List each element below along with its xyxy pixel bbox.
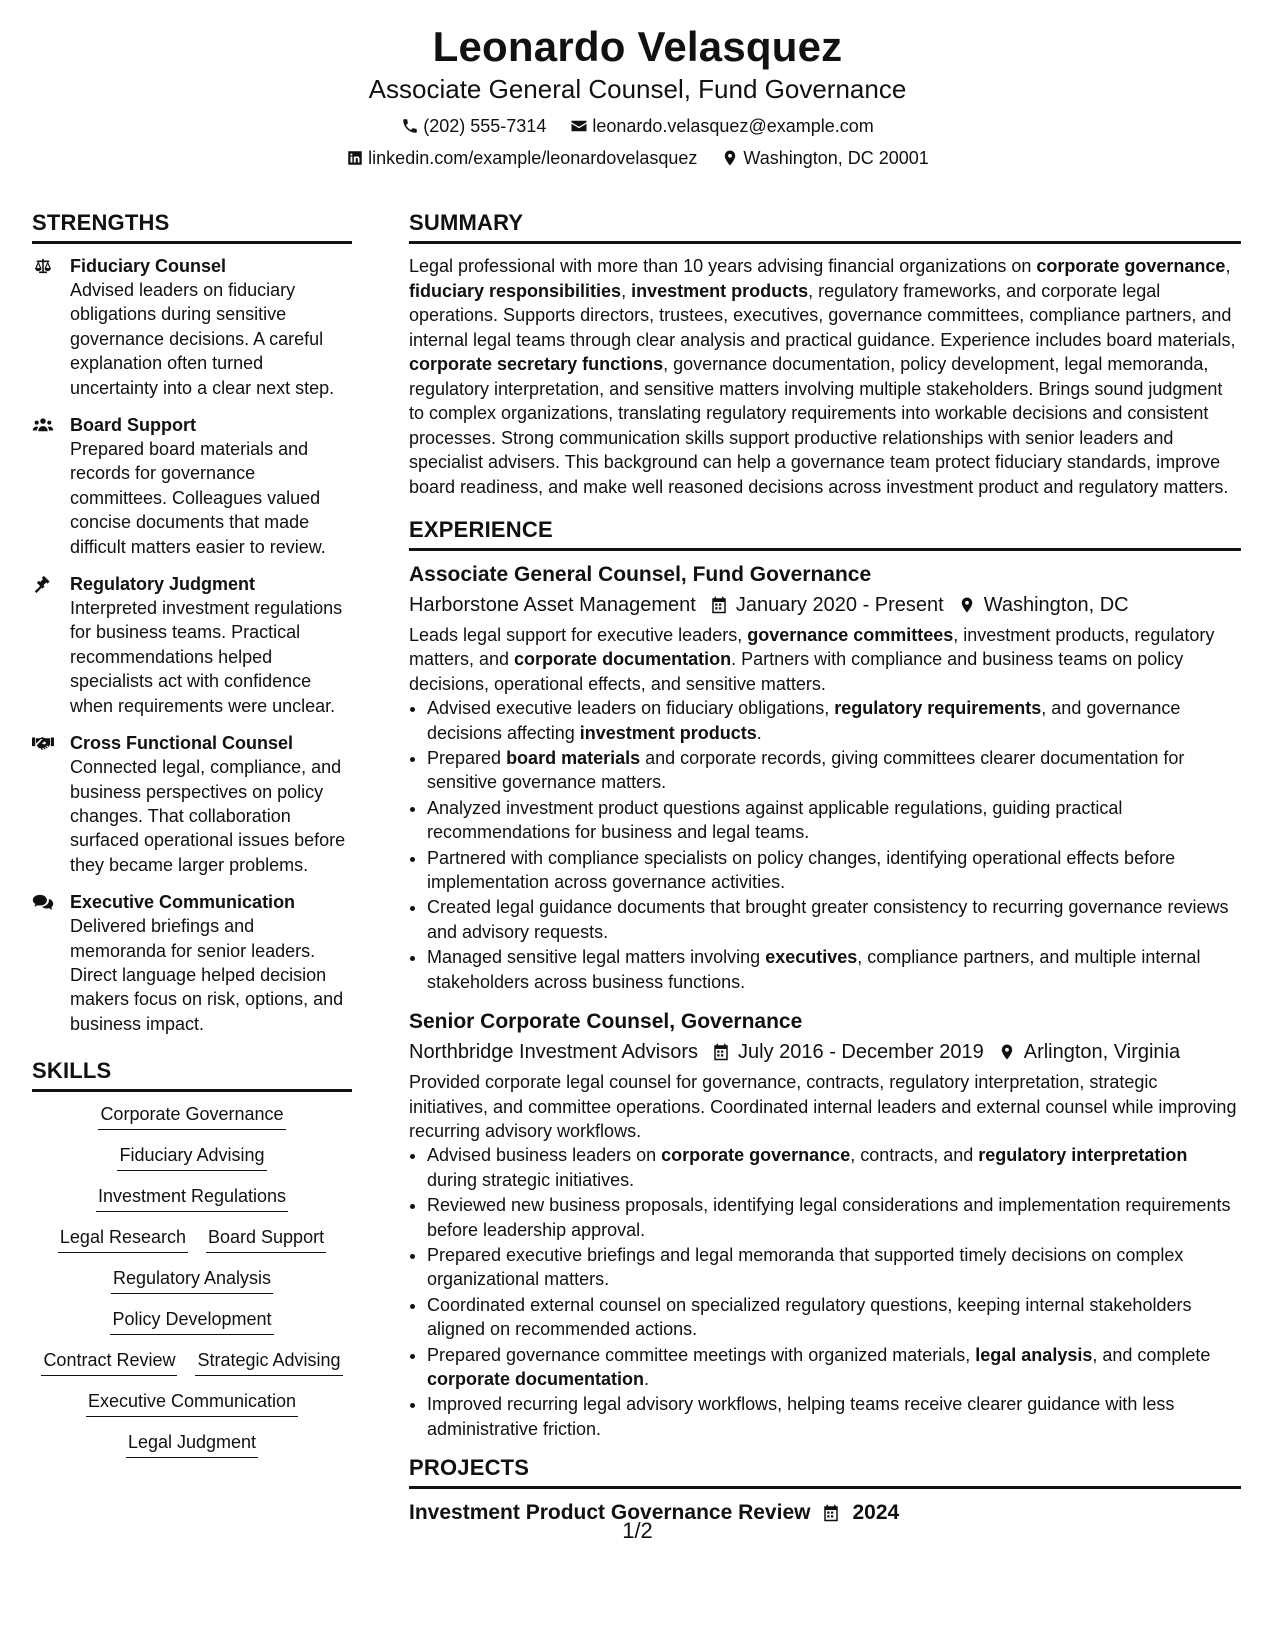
bullet-item: • Prepared executive briefings and legal memoranda that supported timely decisions on complex organizational matters. xyxy=(427,1243,1241,1292)
job-entry xyxy=(409,561,1241,994)
phone-icon xyxy=(401,117,419,135)
project-year: 2024 xyxy=(852,1501,900,1525)
email-text: leonardo.velasquez@example.com xyxy=(592,116,874,136)
handshake-icon xyxy=(32,734,54,752)
summary-heading: SUMMARY xyxy=(409,210,1241,244)
left-column xyxy=(32,210,352,1471)
job-dates: July 2016 - December 2019 xyxy=(738,1041,984,1064)
candidate-title: Associate General Counsel, Fund Governance xyxy=(368,74,907,104)
strength-desc: Connected legal, compliance, and business perspectives on policy changes. That collaboration surfaced operational issues before they became larger problems. xyxy=(70,757,346,875)
job-title: Senior Corporate Counsel, Governance xyxy=(409,1010,803,1034)
linkedin-text: linkedin.com/example/leonardovelasquez xyxy=(368,148,698,168)
gavel-icon xyxy=(32,575,54,593)
skill-tag: Strategic Advising xyxy=(195,1348,342,1376)
envelope-icon xyxy=(570,117,588,135)
job-location: Arlington, Virginia xyxy=(1023,1041,1181,1064)
strength-desc: Prepared board materials and records for governance committees. Colleagues valued concise documents that made difficult matters easier to review. xyxy=(70,439,326,557)
strength-desc: Delivered briefings and memoranda for senior leaders. Direct language helped decision makers focus on risk, options, and business impact. xyxy=(70,916,344,1034)
email-contact[interactable] xyxy=(570,114,873,138)
strength-item xyxy=(32,254,352,400)
skill-tag: Legal Judgment xyxy=(126,1430,258,1458)
strength-desc: Advised leaders on fiduciary obligations during sensitive governance decisions. A careful explanation often turned uncertainty into a clear next step. xyxy=(70,280,335,398)
bullet-item: • Coordinated external counsel on specialized regulatory questions, keeping internal stakeholders aligned on recommended actions. xyxy=(427,1293,1241,1342)
skill-tag: Legal Research xyxy=(58,1225,188,1253)
page-number: 1/2 xyxy=(622,1518,653,1543)
bullet-item: • Prepared board materials and corporate records, giving committees clearer documentation for sensitive governance matters. xyxy=(427,746,1241,795)
strength-title: Fiduciary Counsel xyxy=(70,256,227,276)
map-pin-icon xyxy=(721,149,739,167)
skill-tag: Fiduciary Advising xyxy=(117,1143,266,1171)
job-meta xyxy=(409,591,1241,619)
bullet-item: • Reviewed new business proposals, identifying legal considerations and implementation requirements before leadership approval. xyxy=(427,1193,1241,1242)
job-entry xyxy=(409,1008,1241,1441)
skill-tag: Corporate Governance xyxy=(98,1102,285,1130)
calendar-icon xyxy=(712,1043,730,1061)
comments-icon xyxy=(32,893,54,911)
bullet-item: • Improved recurring legal advisory workflows, helping teams receive clearer guidance with less administrative friction. xyxy=(427,1392,1241,1441)
bullet-item: • Analyzed investment product questions against applicable regulations, guiding practical recommendations for business and legal teams. xyxy=(427,796,1241,845)
strength-title: Executive Communication xyxy=(70,892,296,913)
skill-tag: Regulatory Analysis xyxy=(111,1266,273,1294)
bullet-item: • Advised business leaders on corporate governance, contracts, and regulatory interpretation during strategic initiatives. xyxy=(427,1143,1241,1192)
skills-heading: SKILLS xyxy=(32,1058,352,1092)
bullet-item: • Partnered with compliance specialists on policy changes, identifying operational effects before implementation across governance activities. xyxy=(427,846,1241,895)
phone-text: (202) 555-7314 xyxy=(423,116,547,136)
strength-item xyxy=(32,731,352,877)
candidate-name: Leonardo Velasquez xyxy=(432,23,843,70)
job-location: Washington, DC xyxy=(983,594,1129,616)
job-meta xyxy=(409,1038,1241,1066)
calendar-icon xyxy=(710,596,728,614)
strength-item xyxy=(32,413,352,559)
strengths-heading: STRENGTHS xyxy=(32,210,352,244)
bullet-item: • Created legal guidance documents that brought greater consistency to recurring governance reviews and advisory requests. xyxy=(427,895,1241,944)
project-title: Investment Product Governance Review xyxy=(409,1501,811,1525)
phone-contact[interactable] xyxy=(401,114,546,138)
strength-item xyxy=(32,572,352,718)
experience-heading: EXPERIENCE xyxy=(409,517,1241,551)
location-text: Washington, DC 20001 xyxy=(743,148,929,168)
skill-tag: Contract Review xyxy=(41,1348,177,1376)
job-title: Associate General Counsel, Fund Governance xyxy=(409,563,872,586)
job-description: Provided corporate legal counsel for governance, contracts, regulatory interpretation, strategic initiatives, and committee operations. Coordinated internal leaders and external counsel while improving recurring advisory workflows. xyxy=(409,1072,1237,1141)
job-dates: January 2020 - Present xyxy=(735,594,944,616)
resume-header xyxy=(0,22,1275,170)
bullet-item: • Advised executive leaders on fiduciary obligations, regulatory requirements, and governance decisions affecting investment products. xyxy=(427,696,1241,745)
strength-item xyxy=(32,890,352,1036)
company-name: Northbridge Investment Advisors xyxy=(409,1041,699,1064)
skill-tag: Policy Development xyxy=(110,1307,273,1335)
projects-heading: PROJECTS xyxy=(409,1455,1241,1489)
summary-text: Legal professional with more than 10 years advising financial organizations on corporate governance, fiduciary responsibilities, investment products, regulatory frameworks, and corporate legal operations. Supports directors, trustees, executives, governance committees, compliance partners, and internal legal teams through clear analysis and practical guidance. Experience includes board materials, corporate secretary functions, governance documentation, policy development, legal memoranda, regulatory interpretation, and sensitive matters involving multiple stakeholders. Brings sound judgment to complex organizations, translating regulatory requirements into workable decisions and consistent processes. Strong communication skills support productive relationships with senior leaders and specialist advisers. This background can help a governance team protect fiduciary standards, improve board readiness, and make well reasoned decisions across investment product and regulatory matters. xyxy=(409,256,1236,497)
map-pin-icon xyxy=(998,1043,1016,1061)
bullet-item: • Managed sensitive legal matters involving executives, compliance partners, and multiple internal stakeholders across business functions. xyxy=(427,945,1241,994)
skill-tag: Executive Communication xyxy=(86,1389,298,1417)
company-name: Harborstone Asset Management xyxy=(409,594,696,616)
skill-tag: Investment Regulations xyxy=(96,1184,288,1212)
job-bullets xyxy=(409,696,1241,994)
strength-title: Board Support xyxy=(70,415,196,436)
strength-title: Cross Functional Counsel xyxy=(70,733,294,754)
strength-title: Regulatory Judgment xyxy=(70,574,256,595)
job-bullets xyxy=(409,1143,1241,1441)
bullet-item: • Prepared governance committee meetings with organized materials, legal analysis, and complete corporate documentation. xyxy=(427,1343,1241,1392)
location-contact xyxy=(721,146,928,170)
users-icon xyxy=(32,416,54,434)
skill-tag: Board Support xyxy=(206,1225,326,1253)
right-column xyxy=(409,210,1241,1527)
map-pin-icon xyxy=(958,596,976,614)
linkedin-icon xyxy=(346,149,364,167)
strength-desc: Interpreted investment regulations for business teams. Practical recommendations helped specialists act with confidence when requirements were unclear. xyxy=(70,598,343,716)
scale-icon xyxy=(32,257,54,275)
job-description: Leads legal support for executive leaders, governance committees, investment products, regulatory matters, and corporate documentation. Partners with compliance and business teams on policy decisions, operational effects, and sensitive matters. xyxy=(409,625,1215,694)
linkedin-contact[interactable] xyxy=(346,146,697,170)
skills-list xyxy=(32,1102,352,1458)
